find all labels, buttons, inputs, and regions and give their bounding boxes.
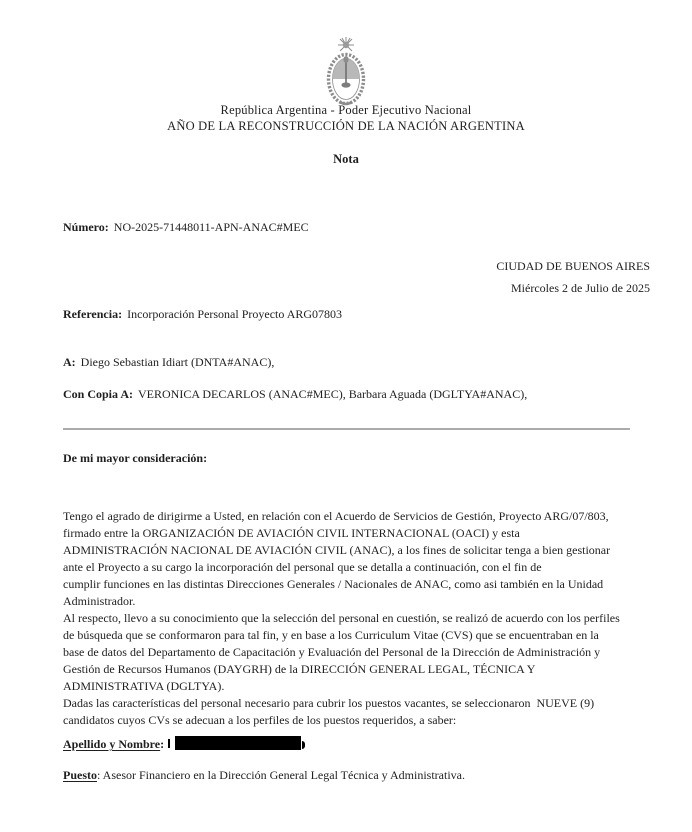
body-line: base de datos del Departamento de Capacitación y Evaluación del Personal de la Dirección de Administración y — [63, 645, 601, 659]
body-line: cumplir funciones en las distintas Direcciones Generales / Nacionales de ANAC, como asi también en la Unidad — [63, 577, 604, 591]
cc-label: Con Copia A: — [63, 387, 134, 401]
numero-value: NO-2025-71448011-APN-ANAC#MEC — [113, 220, 309, 234]
puesto-label: Puesto — [63, 768, 97, 782]
apellido-label: Apellido y Nombre — [63, 737, 161, 751]
to-line — [63, 355, 274, 370]
body-line: de búsqueda que se conformaron para tal fin, y en base a los Curriculum Vitae (CVS) que se encuentraban en la — [63, 628, 599, 642]
place-date-block — [496, 255, 650, 299]
apellido-nombre-line — [63, 736, 305, 752]
body-line: ADMINISTRACIÓN NACIONAL DE AVIACIÓN CIVIL (ANAC), a los fines de solicitar tenga a bien gestionar — [63, 543, 611, 557]
numero-label: Número: — [63, 220, 109, 234]
numero-line — [63, 220, 309, 235]
redaction-tick — [168, 739, 170, 748]
cc-line — [63, 387, 527, 402]
to-value: Diego Sebastian Idiart (DNTA#ANAC), — [80, 355, 275, 369]
body-line: ADMINISTRATIVA (DGLTYA). — [63, 679, 225, 693]
header-line-republica: República Argentina - Poder Ejecutivo Nacional — [220, 103, 472, 117]
place-line: CIUDAD DE BUENOS AIRES — [496, 259, 650, 273]
apellido-colon: : — [160, 737, 165, 751]
referencia-line — [63, 307, 342, 322]
redacted-name-box — [175, 736, 301, 750]
redaction-tail — [302, 741, 305, 749]
body-line: Dadas las características del personal necesario para cubrir los puestos vacantes, se seleccionaron NUEVE (9) — [63, 696, 595, 710]
header-line-anio: AÑO DE LA RECONSTRUCCIÓN DE LA NACIÓN ARGENTINA — [167, 119, 525, 133]
referencia-value: Incorporación Personal Proyecto ARG07803 — [127, 307, 343, 321]
doc-type-title: Nota — [333, 152, 359, 166]
body-line: Gestión de Recursos Humanos (DAYGRH) de la DIRECCIÓN GENERAL LEGAL, TÉCNICA Y — [63, 662, 536, 676]
body-line: Administrador. — [63, 594, 136, 608]
puesto-line — [63, 768, 465, 783]
letter-body — [63, 508, 620, 729]
divider-rule — [63, 428, 630, 430]
salutation: De mi mayor consideración: — [63, 451, 208, 465]
referencia-label: Referencia: — [63, 307, 123, 321]
body-line: firmado entre la ORGANIZACIÓN DE AVIACIÓN CIVIL INTERNACIONAL (OACI) y esta — [63, 526, 520, 540]
body-line: candidatos cuyos CVs se adecuan a los perfiles de los puestos requeridos, a saber: — [63, 713, 457, 727]
crest-svg — [317, 36, 375, 110]
cc-value: VERONICA DECARLOS (ANAC#MEC), Barbara Aguada (DGLTYA#ANAC), — [138, 387, 528, 401]
puesto-value: : Asesor Financiero en la Dirección General Legal Técnica y Administrativa. — [97, 768, 465, 782]
phrygian-cap — [343, 56, 348, 63]
clasped-hands — [341, 82, 350, 87]
body-line: Tengo el agrado de dirigirme a Usted, en relación con el Acuerdo de Servicios de Gestión, Proyecto ARG/07/803, — [63, 509, 609, 523]
date-line: Miércoles 2 de Julio de 2025 — [511, 281, 650, 295]
sun-icon — [343, 42, 349, 48]
body-line: Al respecto, llevo a su conocimiento que la selección del personal en cuestión, se realizó de acuerdo con los perfiles — [63, 611, 620, 625]
body-line: ante el Proyecto a su cargo la incorporación del personal que se detalla a continuación, con el fin de — [63, 560, 542, 574]
pike — [345, 61, 347, 85]
argentina-coat-of-arms-icon — [317, 36, 375, 110]
to-label: A: — [63, 355, 76, 369]
